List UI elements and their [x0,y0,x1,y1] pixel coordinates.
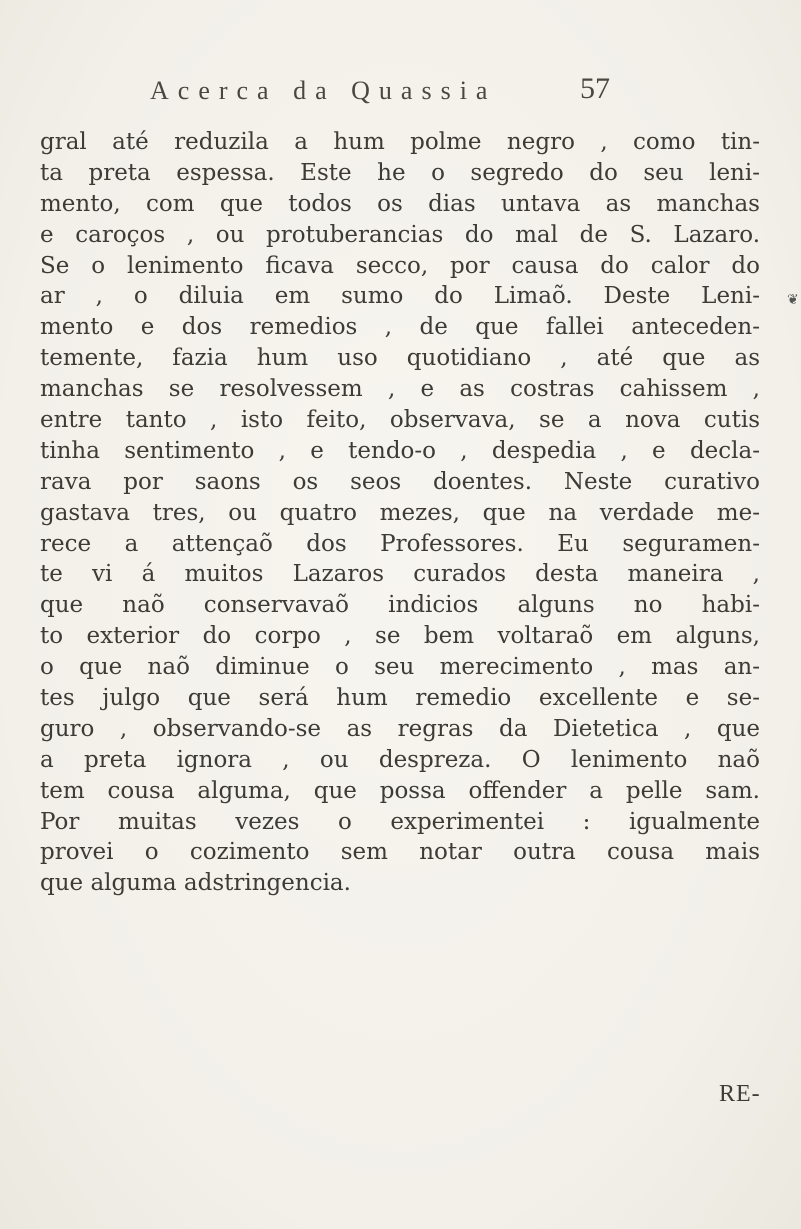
text-line: e caroços , ou protuberancias do mal de S. Lazaro. [40,221,760,248]
text-line: guro , observando-se as regras da Dietetica , que [40,715,760,742]
body-text [40,127,760,899]
text-line: mento e dos remedios , de que fallei anteceden- [40,314,760,341]
text-line: rece a attençaõ dos Professores. Eu seguramen- [40,530,760,557]
text-line: manchas se resolvessem , e as costras cahissem , [40,376,760,403]
running-title: Acerca da Quassia [150,76,497,105]
text-line: temente, fazia hum uso quotidiano , até que as [40,345,760,372]
text-line: a preta ignora , ou despreza. O lenimento naõ [40,746,760,773]
text-line: Se o lenimento ficava secco, por causa do calor do [40,252,760,279]
text-line: que naõ conservavaõ indicios alguns no habi- [40,592,760,619]
text-line: te vi á muitos Lazaros curados desta maneira , [40,561,760,588]
catchword: RE- [719,1081,761,1107]
text-line: ar , o diluia em sumo do Limaõ. Deste Leni- [40,283,760,310]
text-line: o que naõ diminue o seu merecimento , mas an- [40,654,760,681]
text-line: tem cousa alguma, que possa offender a pelle sam. [40,777,760,804]
page-number: 57 [580,72,610,105]
text-line: mento, com que todos os dias untava as manchas [40,190,760,217]
text-line: Por muitas vezes o experimentei : igualmente [40,808,760,835]
text-line: tes julgo que será hum remedio excellente e se- [40,685,760,712]
text-line: provei o cozimento sem notar outra cousa mais [40,839,760,866]
text-line: gastava tres, ou quatro mezes, que na verdade me- [40,499,760,526]
text-line-final: que alguma adstringencia. [40,870,351,897]
margin-mark-icon: ❦ [787,292,799,308]
text-line: tinha sentimento , e tendo-o , despedia , e decla- [40,437,760,464]
text-line: to exterior do corpo , se bem voltaraõ em alguns, [40,623,760,650]
text-line: rava por saons os seos doentes. Neste curativo [40,468,760,495]
text-line: ta preta espessa. Este he o segredo do seu leni- [40,159,760,186]
text-line: gral até reduzila a hum polme negro , como tin- [40,129,760,155]
text-line: entre tanto , isto feito, observava, se a nova cutis [40,407,760,434]
